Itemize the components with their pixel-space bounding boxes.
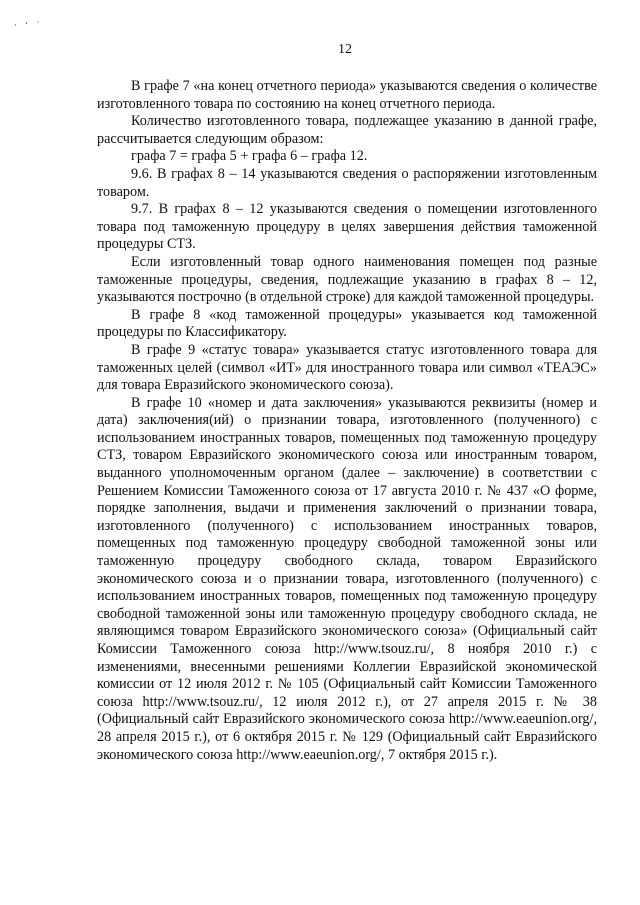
paragraph-column-10: В графе 10 «номер и дата заключения» указываются реквизиты (номер и дата) заключения(ий) о признании товара, изготовленного (полученного) с использованием иностранных товаров, помещенных под таможенную процедуру СТЗ, товаром Евразийского экономического союза или иностранным товаром, выданного уполномоченным органом (далее – заключение) в соответствии с Решением Комиссии Таможенного союза от 17 августа 2010 г. № 437 «О форме, порядке заполнения, выдачи и применения заключений о признании товара, изготовленного (полученного) с использованием иностранных товаров, помещенных под таможенную процедуру свободной таможенной зоны или таможенную процедуру свободного склада, товаром Евразийского экономического союза и о признании товара, изготовленного (полученного) с использованием иностранных товаров, помещенных под таможенную процедуру свободной таможенной зоны или таможенную процедуру свободного склада, не являющимся товаром Евразийского экономического союза» (Официальный сайт Комиссии Таможенного союза http://www.tsouz.ru/, 8 ноября 2010 г.) с изменениями, внесенными решениями Коллегии Евразийской экономической комиссии от 12 июля 2012 г. № 105 (Официальный сайт Комиссии Таможенного союза http://www.tsouz.ru/, 12 июля 2012 г.), от 27 апреля 2015 г. № 38 (Официальный сайт Евразийского экономического союза http://www.eaeunion.org/, 28 апреля 2015 г.), от 6 октября 2015 г. № 129 (Официальный сайт Евразийского экономического союза http://www.eaeunion.org/, 7 октября 2015 г.). [97, 394, 597, 763]
document-body [97, 78, 597, 764]
paragraph-9-6: 9.6. В графах 8 – 14 указываются сведения о распоряжении изготовленным товаром. [97, 165, 597, 200]
paragraph-column-9: В графе 9 «статус товара» указывается статус изготовленного товара для таможенных целей (символ «ИТ» для иностранного товара или символ «ТЕАЭС» для товара Евразийского экономического союза). [97, 341, 597, 394]
scan-artifact-marks: · ‘ ˙ [14, 20, 43, 30]
paragraph-multiple-procedures: Если изготовленный товар одного наименования помещен под разные таможенные процедуры, сведения, подлежащие указанию в графах 8 – 12, указываются построчно (в отдельной строке) для каждой таможенной процедуры. [97, 253, 597, 306]
paragraph-column-7: В графе 7 «на конец отчетного периода» указываются сведения о количестве изготовленного товара по состоянию на конец отчетного периода. [97, 78, 597, 112]
paragraph-quantity-calculation: Количество изготовленного товара, подлежащее указанию в данной графе, рассчитывается следующим образом: [97, 113, 597, 147]
paragraph-9-7: 9.7. В графах 8 – 12 указываются сведения о помещении изготовленного товара под таможенную процедуру в целях завершения действия таможенной процедуры СТЗ. [97, 201, 597, 253]
paragraph-formula: графа 7 = графа 5 + графа 6 – графа 12. [131, 148, 368, 165]
paragraph-column-8: В графе 8 «код таможенной процедуры» указывается код таможенной процедуры по Классификатору. [97, 306, 597, 341]
page-number: 12 [338, 42, 352, 57]
